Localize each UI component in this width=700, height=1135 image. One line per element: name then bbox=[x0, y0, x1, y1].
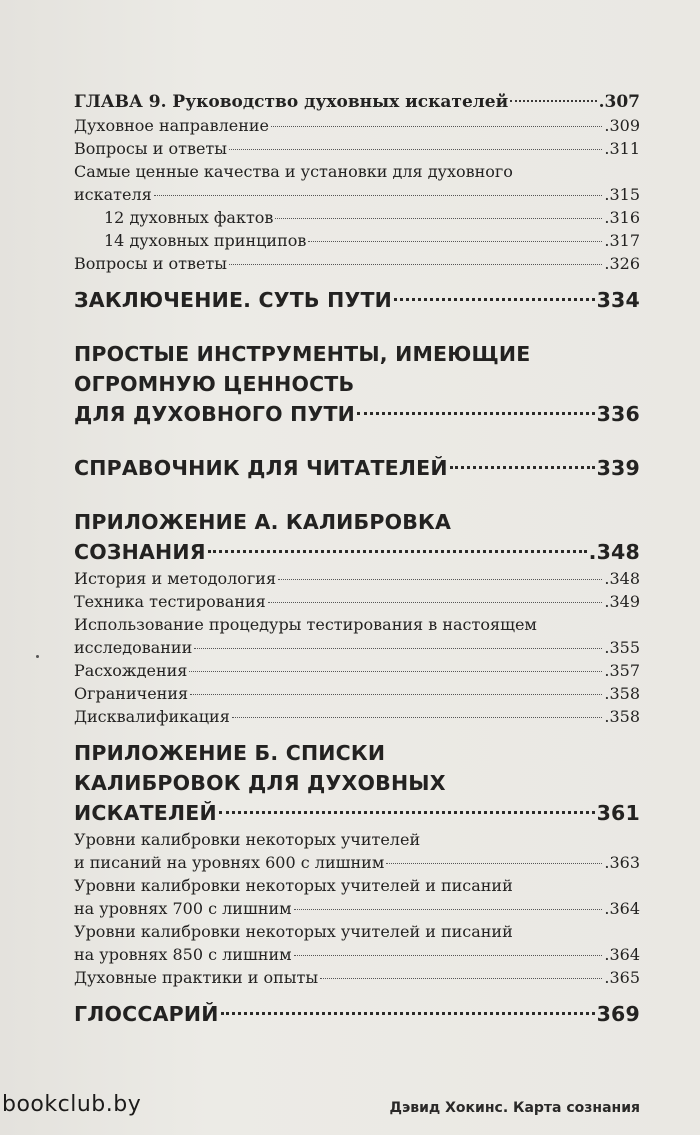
toc-entry-title-line: и писаний на уровнях 600 с лишним bbox=[74, 853, 385, 872]
toc-entry-reference[interactable] bbox=[74, 453, 640, 483]
leader-dots bbox=[450, 466, 595, 469]
toc-entry-page: .365 bbox=[604, 968, 640, 987]
toc-subentry[interactable] bbox=[74, 229, 640, 252]
table-of-contents bbox=[74, 90, 640, 1029]
toc-entry-title: Вопросы и ответы bbox=[74, 139, 228, 158]
toc-entry-title-line: Использование процедуры тестирования в настоящем bbox=[74, 615, 537, 634]
toc-entry-conclusion[interactable] bbox=[74, 285, 640, 315]
toc-entry-title: СПРАВОЧНИК ДЛЯ ЧИТАТЕЛЕЙ bbox=[74, 456, 448, 480]
toc-entry-page: .309 bbox=[604, 116, 640, 135]
toc-entry-title: ЗАКЛЮЧЕНИЕ. СУТЬ ПУТИ bbox=[74, 288, 392, 312]
leader-dots bbox=[232, 717, 603, 718]
toc-entry-title-line: ПРИЛОЖЕНИЕ А. КАЛИБРОВКА bbox=[74, 510, 452, 534]
toc-entry-page: .358 bbox=[604, 684, 640, 703]
leader-dots bbox=[386, 863, 602, 864]
leader-dots bbox=[154, 195, 603, 196]
leader-dots bbox=[219, 811, 595, 814]
leader-dots bbox=[208, 550, 587, 553]
toc-entry[interactable] bbox=[74, 590, 640, 613]
toc-entry-title: 12 духовных фактов bbox=[104, 208, 274, 227]
toc-entry-page: .349 bbox=[604, 592, 640, 611]
toc-entry-chapter-9[interactable] bbox=[74, 90, 640, 114]
toc-entry-title-line: ПРИЛОЖЕНИЕ Б. СПИСКИ bbox=[74, 741, 386, 765]
toc-entry-page: .363 bbox=[604, 853, 640, 872]
leader-dots bbox=[278, 579, 602, 580]
toc-entry-title-line: Уровни калибровки некоторых учителей и писаний bbox=[74, 922, 513, 941]
toc-entry-title: История и методология bbox=[74, 569, 277, 588]
leader-dots bbox=[275, 218, 602, 219]
toc-entry-page: .357 bbox=[604, 661, 640, 680]
toc-entry-title-line: СОЗНАНИЯ bbox=[74, 540, 206, 564]
toc-entry-appendix-a[interactable] bbox=[74, 507, 640, 567]
toc-entry-title-line: ИСКАТЕЛЕЙ bbox=[74, 801, 217, 825]
toc-entry-page: .316 bbox=[604, 208, 640, 227]
leader-dots bbox=[294, 955, 603, 956]
toc-entry[interactable] bbox=[74, 252, 640, 275]
toc-entry-multiline[interactable] bbox=[74, 874, 640, 920]
leader-dots bbox=[294, 909, 603, 910]
toc-entry-page: 369 bbox=[596, 1002, 640, 1026]
toc-entry-page: 339 bbox=[596, 456, 640, 480]
toc-entry-page: .364 bbox=[604, 945, 640, 964]
toc-entry[interactable] bbox=[74, 682, 640, 705]
toc-entry-page: .355 bbox=[604, 638, 640, 657]
toc-entry[interactable] bbox=[74, 114, 640, 137]
toc-entry[interactable] bbox=[74, 705, 640, 728]
leader-dots bbox=[308, 241, 602, 242]
toc-entry-title: Духовное направление bbox=[74, 116, 270, 135]
toc-entry-title: Духовные практики и опыты bbox=[74, 968, 319, 987]
toc-entry-title-line: ОГРОМНУЮ ЦЕННОСТЬ bbox=[74, 372, 355, 396]
toc-entry[interactable] bbox=[74, 659, 640, 682]
toc-entry[interactable] bbox=[74, 966, 640, 989]
toc-subentry[interactable] bbox=[74, 206, 640, 229]
toc-entry-page: 361 bbox=[596, 801, 640, 825]
leader-dots bbox=[271, 126, 602, 127]
paper-speck bbox=[36, 655, 39, 658]
toc-entry-title: ГЛОССАРИЙ bbox=[74, 1002, 219, 1026]
toc-entry-page: .358 bbox=[604, 707, 640, 726]
toc-entry-title-line: ДЛЯ ДУХОВНОГО ПУТИ bbox=[74, 402, 356, 426]
toc-entry-title-line: ПРОСТЫЕ ИНСТРУМЕНТЫ, ИМЕЮЩИЕ bbox=[74, 342, 531, 366]
toc-entry-page: .317 bbox=[604, 231, 640, 250]
toc-entry[interactable] bbox=[74, 137, 640, 160]
toc-entry-tools[interactable] bbox=[74, 339, 640, 429]
toc-entry-appendix-b[interactable] bbox=[74, 738, 640, 828]
leader-dots bbox=[189, 671, 602, 672]
toc-entry-page: 336 bbox=[596, 402, 640, 426]
leader-dots bbox=[510, 100, 596, 102]
toc-entry-title-line: исследовании bbox=[74, 638, 193, 657]
toc-entry-multiline[interactable] bbox=[74, 920, 640, 966]
toc-entry-page: .348 bbox=[588, 540, 640, 564]
toc-entry-title-line: на уровнях 850 с лишним bbox=[74, 945, 292, 964]
leader-dots bbox=[268, 602, 603, 603]
toc-entry-title-line: искателя bbox=[74, 185, 152, 204]
toc-entry-page: .364 bbox=[604, 899, 640, 918]
toc-entry-title: Вопросы и ответы bbox=[74, 254, 228, 273]
toc-entry-title-line: Уровни калибровки некоторых учителей bbox=[74, 830, 421, 849]
toc-entry-page: .307 bbox=[598, 92, 640, 112]
toc-entry-title-line: Уровни калибровки некоторых учителей и писаний bbox=[74, 876, 513, 895]
toc-entry-title: ГЛАВА 9. Руководство духовных искателей bbox=[74, 92, 509, 112]
leader-dots bbox=[394, 298, 595, 301]
toc-entry[interactable] bbox=[74, 567, 640, 590]
toc-entry-title-line: Самые ценные качества и установки для духовного bbox=[74, 162, 513, 181]
toc-entry-multiline[interactable] bbox=[74, 613, 640, 659]
toc-entry-page: .348 bbox=[604, 569, 640, 588]
running-title: Дэвид Хокинс. Карта сознания bbox=[389, 1100, 640, 1116]
toc-entry-page: .311 bbox=[604, 139, 640, 158]
toc-entry-title: 14 духовных принципов bbox=[104, 231, 307, 250]
toc-entry-multiline[interactable] bbox=[74, 828, 640, 874]
leader-dots bbox=[357, 412, 595, 415]
leader-dots bbox=[229, 149, 602, 150]
toc-entry-title-line: на уровнях 700 с лишним bbox=[74, 899, 292, 918]
toc-entry-page: 334 bbox=[596, 288, 640, 312]
toc-entry-title: Дисквалификация bbox=[74, 707, 230, 726]
toc-entry-page: .326 bbox=[604, 254, 640, 273]
watermark: bookclub.by bbox=[2, 1092, 142, 1117]
leader-dots bbox=[221, 1012, 595, 1015]
leader-dots bbox=[194, 648, 602, 649]
toc-entry-glossary[interactable] bbox=[74, 999, 640, 1029]
leader-dots bbox=[320, 978, 602, 979]
toc-entry-title-line: КАЛИБРОВОК ДЛЯ ДУХОВНЫХ bbox=[74, 771, 446, 795]
leader-dots bbox=[229, 264, 602, 265]
toc-entry-title: Техника тестирования bbox=[74, 592, 266, 611]
toc-entry-page: .315 bbox=[604, 185, 640, 204]
toc-entry-title: Ограничения bbox=[74, 684, 189, 703]
leader-dots bbox=[190, 694, 602, 695]
toc-entry-title: Расхождения bbox=[74, 661, 188, 680]
toc-entry-multiline[interactable] bbox=[74, 160, 640, 206]
